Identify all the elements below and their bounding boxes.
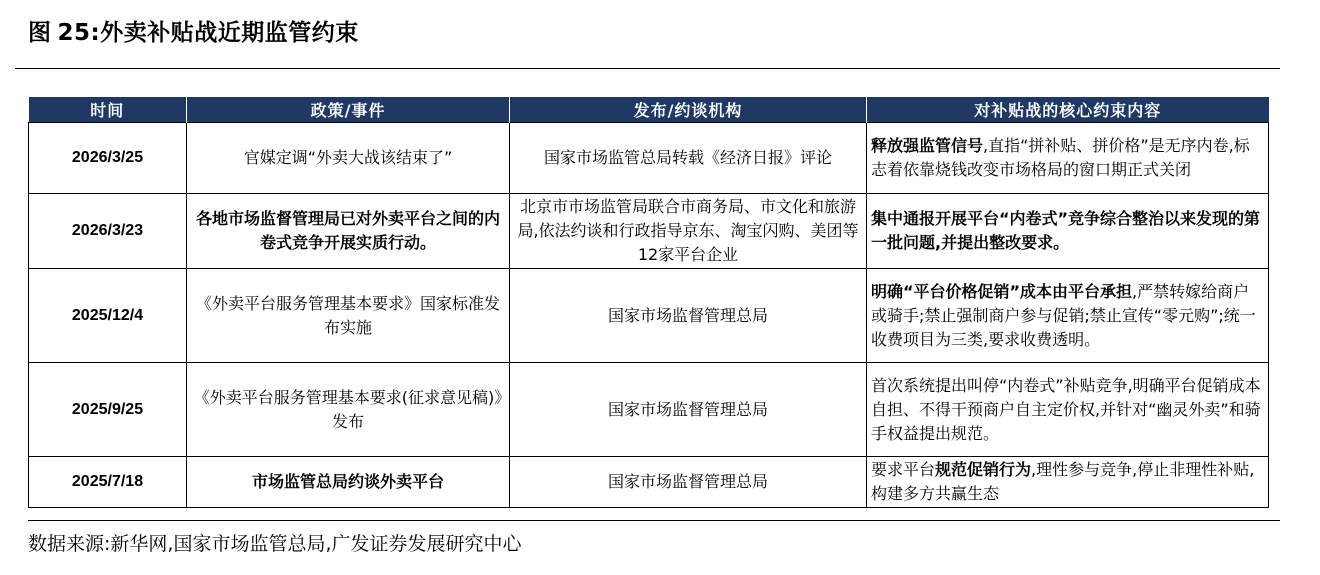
row-constraint (867, 269, 1269, 363)
row-event: 市场监管总局约谈外卖平台 (187, 457, 510, 508)
row-constraint (867, 123, 1269, 194)
row-date: 2026/3/25 (29, 123, 187, 194)
row-event: 《外卖平台服务管理基本要求》国家标准发布实施 (187, 269, 510, 363)
figure-number: 25: (57, 20, 101, 46)
table-row (29, 194, 1269, 269)
constraint-highlight: 集中通报开展平台“内卷式”竞争综合整治以来发现的第一批问题,并提出整改要求。 (871, 209, 1261, 252)
row-organization: 国家市场监督管理总局 (510, 457, 867, 508)
table-row (29, 123, 1269, 194)
title-divider (15, 68, 1280, 69)
constraint-text: ,理性参与竞争,停止非理性补贴,构建多方共赢生态 (871, 460, 1255, 503)
constraint-highlight: 释放强监管信号 (871, 136, 984, 155)
row-organization: 国家市场监督管理总局 (510, 269, 867, 363)
row-organization: 北京市市场监管局联合市商务局、市文化和旅游局,依法约谈和行政指导京东、淘宝闪购、美团等12家平台企业 (510, 194, 867, 269)
figure-label: 图 (28, 20, 52, 46)
constraint-highlight: 规范促销行为 (935, 460, 1032, 479)
header-core-constraint: 对补贴战的核心约束内容 (867, 97, 1269, 123)
row-date: 2025/7/18 (29, 457, 187, 508)
row-organization: 国家市场监督管理总局 (510, 363, 867, 457)
row-event: 《外卖平台服务管理基本要求(征求意见稿)》发布 (187, 363, 510, 457)
table-header-row (29, 97, 1269, 123)
data-source-note: 数据来源:新华网,国家市场监管总局,广发证券发展研究中心 (28, 533, 522, 555)
constraint-lead: 要求平台 (871, 460, 936, 479)
constraint-text: 首次系统提出叫停“内卷式”补贴竞争,明确平台促销成本自担、不得干预商户自主定价权,并针对“幽灵外卖”和骑手权益提出规范。 (871, 375, 1261, 443)
row-constraint (867, 194, 1269, 269)
table-row (29, 457, 1269, 508)
header-time: 时间 (29, 97, 187, 123)
row-event: 官媒定调“外卖大战该结束了” (187, 123, 510, 194)
constraint-text: ,严禁转嫁给商户或骑手;禁止强制商户参与促销;禁止宣传“零元购”;统一收费项目为三类,要求收费透明。 (871, 281, 1256, 349)
policy-table (28, 97, 1269, 508)
table-bottom-rule (28, 520, 1280, 521)
row-organization: 国家市场监管总局转载《经济日报》评论 (510, 123, 867, 194)
constraint-text: ,直指“拼补贴、拼价格”是无序内卷,标志着依靠烧钱改变市场格局的窗口期正式关闭 (871, 136, 1250, 179)
row-constraint (867, 457, 1269, 508)
table-row (29, 269, 1269, 363)
row-date: 2025/12/4 (29, 269, 187, 363)
header-policy-event: 政策/事件 (187, 97, 510, 123)
row-event: 各地市场监督管理局已对外卖平台之间的内卷式竞争开展实质行动。 (187, 194, 510, 269)
row-constraint (867, 363, 1269, 457)
header-organization: 发布/约谈机构 (510, 97, 867, 123)
constraint-highlight: 明确“平台价格促销”成本由平台承担 (871, 281, 1133, 301)
row-date: 2025/9/25 (29, 363, 187, 457)
table-row (29, 363, 1269, 457)
row-date: 2026/3/23 (29, 194, 187, 269)
figure-title-text: 外卖补贴战近期监管约束 (100, 20, 359, 46)
figure-title (28, 14, 359, 47)
